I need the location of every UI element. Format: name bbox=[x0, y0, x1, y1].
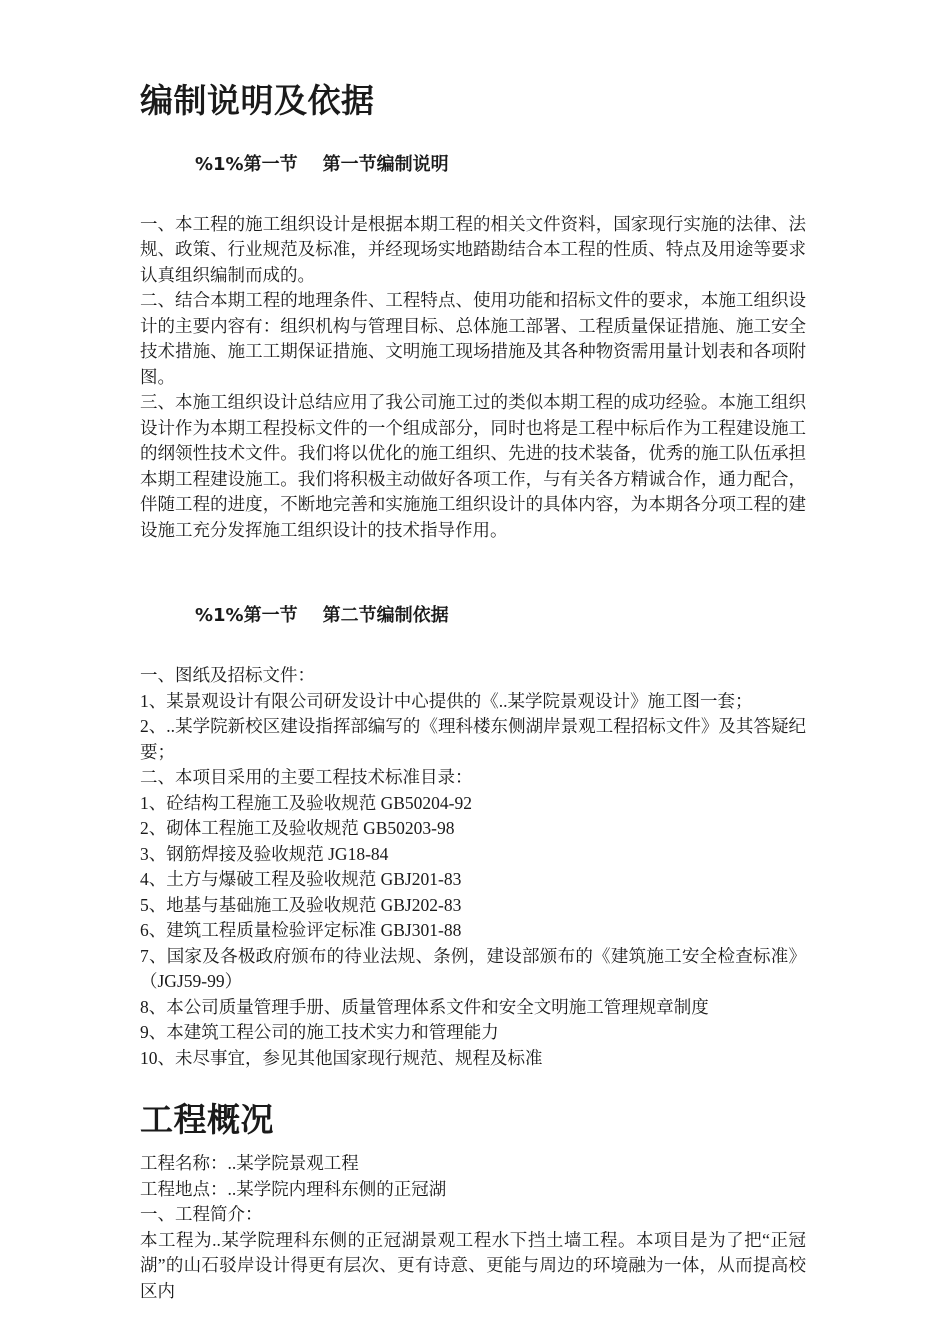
list-item: 6、建筑工程质量检验评定标准 GBJ301-88 bbox=[140, 920, 462, 941]
spacer bbox=[140, 176, 806, 212]
chapter-title-compilation: 编制说明及依据 bbox=[140, 81, 375, 120]
paragraph-item-three: 三、本施工组织设计总结应用了我公司施工过的类似本期工程的成功经验。本施工组织设计作为本期工程投标文件的一个组成部分，同时也将是工程中标后作为工程建设施工的纲领性技术文件。我们将以优化的施工组织、先进的技术装备，优秀的施工队伍承担本期工程建设施工。我们将积极主动做好各项工作，与有关各方精诚合作，通力配合，伴随工程的进度，不断地完善和实施施工组织设计的具体内容，为本期各分项工程的建设施工充分发挥施工组织设计的技术指导作用。 bbox=[140, 392, 806, 540]
list-group-title-drawings: 一、图纸及招标文件： bbox=[140, 665, 315, 686]
list-item: 3、钢筋焊接及验收规范 JG18-84 bbox=[140, 843, 389, 864]
list-item: 1、砼结构工程施工及验收规范 GB50204-92 bbox=[140, 792, 473, 813]
section-heading-compilation-basis: %1%第一节 第二节编制依据 bbox=[195, 605, 449, 627]
paragraph-item-one: 一、本工程的施工组织设计是根据本期工程的相关文件资料，国家现行实施的法律、法规、政策、行业规范及标准，并经现场实地踏勘结合本工程的性质、特点及用途等要求认真组织编制而成的。 bbox=[140, 213, 806, 285]
spacer bbox=[140, 627, 806, 663]
list-item: 10、未尽事宜，参见其他国家现行规范、规程及标准 bbox=[140, 1047, 543, 1068]
chapter-title-project-overview: 工程概况 bbox=[140, 1100, 274, 1140]
paragraph-item-two: 二、结合本期工程的地理条件、工程特点、使用功能和招标文件的要求，本施工组织设计的主要内容有：组织机构与管理目标、总体施工部署、工程质量保证措施、施工安全技术措施、施工工期保证措施、文明施工现场措施及其各种物资需用量计划表和各项附图。 bbox=[140, 290, 806, 387]
project-location-line: 工程地点：..某学院内理科东侧的正冠湖 bbox=[140, 1178, 447, 1199]
list-item: 4、土方与爆破工程及验收规范 GBJ201-83 bbox=[140, 869, 462, 890]
list-item: 1、某景观设计有限公司研发设计中心提供的《..某学院景观设计》施工图一套； bbox=[140, 690, 753, 711]
section-heading-compilation-notes: %1%第一节 第一节编制说明 bbox=[195, 153, 449, 175]
list-item: 2、砌体工程施工及验收规范 GB50203-98 bbox=[140, 818, 455, 839]
list-item: 5、地基与基础施工及验收规范 GBJ202-83 bbox=[140, 894, 462, 915]
list-item: 2、..某学院新校区建设指挥部编写的《理科楼东侧湖岸景观工程招标文件》及其答疑纪要； bbox=[140, 716, 806, 762]
spacer bbox=[140, 1139, 806, 1151]
list-group-title-standards: 二、本项目采用的主要工程技术标准目录： bbox=[140, 767, 473, 788]
list-item: 8、本公司质量管理手册、质量管理体系文件和安全文明施工管理规章制度 bbox=[140, 996, 709, 1017]
document-content bbox=[140, 0, 806, 1304]
project-intro-paragraph: 本工程为..某学院理科东侧的正冠湖景观工程水下挡土墙工程。本项目是为了把“正冠湖”的山石驳岸设计得更有层次、更有诗意、更能与周边的环境融为一体，从而提高校区内 bbox=[140, 1229, 806, 1301]
project-name-line: 工程名称：..某学院景观工程 bbox=[140, 1153, 359, 1174]
list-item: 7、国家及各极政府颁布的待业法规、条例，建设部颁布的《建筑施工安全检查标准》（JGJ59-99） bbox=[140, 945, 806, 992]
project-intro-title: 一、工程简介： bbox=[140, 1204, 263, 1225]
list-item: 9、本建筑工程公司的施工技术实力和管理能力 bbox=[140, 1022, 499, 1043]
